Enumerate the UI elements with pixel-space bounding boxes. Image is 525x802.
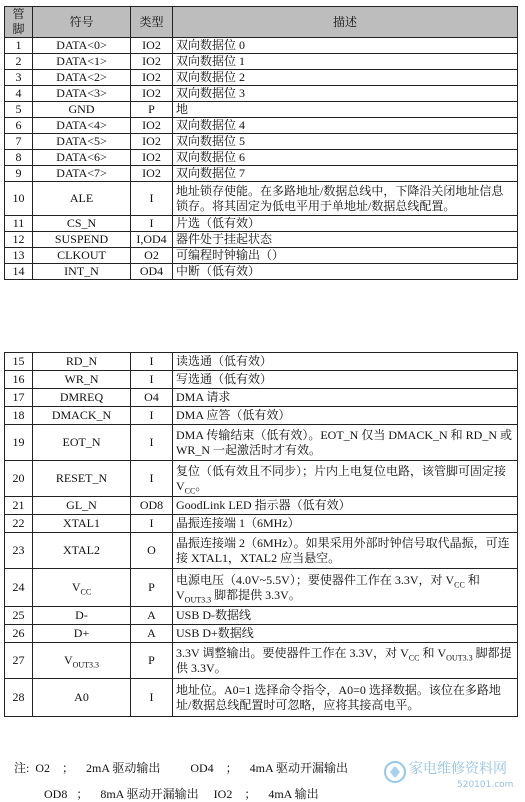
pin-number: 15: [12, 354, 25, 368]
description-cell: [173, 679, 518, 717]
description-cell: [173, 264, 518, 280]
type-cell: [131, 54, 173, 70]
watermark-text: 家电维修资料网: [409, 761, 507, 777]
description: 地址锁存使能。在多路地址/数据总线中，下降沿关闭地址信息锁存。将其固定为低电平用于单地址/数据总线配置。: [176, 183, 504, 213]
description: USB D-数据线: [176, 608, 252, 622]
table-row: [5, 389, 518, 407]
table-row: [5, 86, 518, 102]
pin-number: 28: [12, 690, 25, 704]
pin-number: 21: [12, 498, 25, 512]
description-cell: [173, 182, 518, 216]
type-cell: [131, 118, 173, 134]
type-cell: [131, 134, 173, 150]
description-subscript: CC: [454, 579, 465, 589]
pin-number-cell: [5, 182, 33, 216]
type-cell: [131, 407, 173, 425]
pin-number: 22: [12, 516, 25, 530]
type-cell: [131, 264, 173, 280]
description: 地址位。A0=1 选择命令指令，A0=0 选择数据。该位在多路地址/数据总线配置时可忽略，应将其接高电平。: [176, 682, 501, 712]
type-cell: [131, 389, 173, 407]
description-cell: [173, 353, 518, 371]
symbol-cell: [33, 569, 131, 607]
symbol: DATA<0>: [56, 38, 107, 52]
type-cell: [131, 625, 173, 643]
symbol: INT_N: [64, 264, 99, 278]
description-subscript: CC: [408, 652, 420, 662]
symbol-subscript: OUT3.3: [72, 660, 100, 670]
symbol: DATA<2>: [56, 70, 107, 84]
symbol: RESET_N: [55, 471, 108, 485]
header-type: 类型: [131, 7, 173, 38]
note-text-2: OD8 ； 8mA 驱动开漏输出 IO2 ； 4mA 输出: [44, 787, 319, 801]
pin-number-cell: [5, 643, 33, 679]
pin-type: I: [149, 435, 154, 449]
description-cell: [173, 533, 518, 569]
pin-number: 20: [12, 471, 25, 485]
description-part: 。: [195, 478, 208, 493]
description-cell: [173, 232, 518, 248]
table-row: [5, 54, 518, 70]
pin-number-cell: [5, 248, 33, 264]
description-subscript: OUT3.3: [184, 594, 212, 604]
description: DMA 应答（低有效）: [176, 408, 291, 422]
pin-type: IO2: [142, 118, 161, 132]
pin-number: 13: [12, 248, 25, 262]
pin-number-cell: [5, 515, 33, 533]
table-row: [5, 102, 518, 118]
description-cell: [173, 389, 518, 407]
symbol-cell: [33, 371, 131, 389]
table-row: [5, 264, 518, 280]
watermark-url: 520101.com: [457, 780, 514, 790]
description: 双向数据位 6: [176, 150, 246, 164]
table-row: [5, 643, 518, 679]
pin-type: IO2: [142, 38, 161, 52]
symbol: GND: [68, 102, 95, 116]
symbol: XTAL2: [62, 543, 101, 557]
symbol-cell: [33, 70, 131, 86]
pin-type: I: [149, 216, 154, 230]
symbol: RD_N: [65, 354, 98, 368]
description: 晶振连接端 1（6MHz）: [176, 516, 300, 530]
pin-number-cell: [5, 607, 33, 625]
type-cell: [131, 353, 173, 371]
pin-type: I: [149, 408, 154, 422]
pin-type: IO2: [142, 134, 161, 148]
pin-number: 27: [12, 653, 25, 667]
pin-number: 12: [12, 232, 25, 246]
description: USB D+数据线: [176, 626, 254, 640]
pin-number-cell: [5, 389, 33, 407]
symbol-cell: [33, 182, 131, 216]
symbol: DATA<3>: [56, 86, 107, 100]
symbol-cell: [33, 118, 131, 134]
pin-type: IO2: [142, 166, 161, 180]
table-row: [5, 497, 518, 515]
description-cell: [173, 102, 518, 118]
pin-type: A: [147, 608, 156, 622]
pin-type: I: [149, 354, 154, 368]
pin-type: O4: [144, 390, 159, 404]
symbol: D+: [73, 626, 90, 640]
table-row: [5, 679, 518, 717]
symbol: CLKOUT: [57, 248, 106, 262]
description: 双向数据位 2: [176, 70, 246, 84]
pin-type: P: [148, 102, 155, 116]
description-cell: [173, 86, 518, 102]
description-cell: [173, 607, 518, 625]
symbol-cell: [33, 679, 131, 717]
description: 片选（低有效）: [176, 216, 261, 230]
description-cell: [173, 248, 518, 264]
symbol: EOT_N: [62, 435, 101, 449]
type-cell: [131, 679, 173, 717]
description-part: 电源电压（4.0V~5.5V）；要使器件工作在 3.3V，对 V: [176, 572, 455, 587]
pin-type: O: [147, 543, 156, 557]
description: GoodLink LED 指示器（低有效）: [176, 498, 351, 512]
pin-number: 25: [12, 608, 25, 622]
symbol: V: [71, 580, 81, 594]
description: 可编程时钟输出（）: [176, 248, 285, 262]
pin-type: I: [149, 191, 154, 205]
pin-type: OD8: [139, 498, 164, 512]
table-row: [5, 70, 518, 86]
note-text-1: O2 ； 2mA 驱动输出 OD4 ； 4mA 驱动开漏输出: [35, 761, 349, 775]
pin-number: 4: [15, 86, 22, 100]
header-pin: 管脚: [5, 7, 33, 38]
pin-type: I: [149, 516, 154, 530]
pin-type: P: [148, 580, 155, 594]
pin-number-cell: [5, 425, 33, 461]
pin-type: OD4: [139, 264, 164, 278]
pin-number: 16: [12, 372, 25, 386]
pin-type: IO2: [142, 86, 161, 100]
table-header: [5, 7, 518, 38]
table-body: [5, 38, 518, 280]
description-subscript: CC: [184, 485, 196, 495]
pin-number: 23: [12, 543, 25, 557]
type-cell: [131, 102, 173, 118]
symbol-cell: [33, 232, 131, 248]
symbol-cell: [33, 102, 131, 118]
description: 双向数据位 4: [176, 118, 246, 132]
pin-number: 7: [15, 134, 22, 148]
type-cell: [131, 248, 173, 264]
pin-table-2: [4, 352, 518, 717]
pin-number: 17: [12, 390, 25, 404]
symbol: DATA<5>: [56, 134, 107, 148]
type-cell: [131, 569, 173, 607]
table-row: [5, 569, 518, 607]
pin-number: 1: [15, 38, 22, 52]
pin-number-cell: [5, 216, 33, 232]
symbol: GL_N: [66, 498, 97, 512]
pin-number-cell: [5, 497, 33, 515]
description: 中断（低有效）: [176, 264, 261, 278]
table-row: [5, 533, 518, 569]
pin-number-cell: [5, 407, 33, 425]
pin-number-cell: [5, 625, 33, 643]
symbol-cell: [33, 264, 131, 280]
pin-type: A: [147, 626, 156, 640]
symbol-cell: [33, 461, 131, 497]
watermark-logo: [383, 752, 519, 792]
type-cell: [131, 515, 173, 533]
description-subscript: OUT3.3: [446, 652, 473, 662]
type-cell: [131, 150, 173, 166]
header-description: 描述: [173, 7, 518, 38]
pin-type: I: [149, 690, 154, 704]
symbol: ALE: [69, 191, 94, 205]
description-cell: [173, 70, 518, 86]
type-cell: [131, 497, 173, 515]
pin-number: 14: [12, 264, 25, 278]
pin-number-cell: [5, 232, 33, 248]
description-cell: [173, 515, 518, 533]
symbol: D-: [75, 608, 88, 622]
pin-number-cell: [5, 264, 33, 280]
table-row: [5, 371, 518, 389]
table-row: [5, 407, 518, 425]
symbol-cell: [33, 425, 131, 461]
description-cell: [173, 371, 518, 389]
table-row: [5, 353, 518, 371]
symbol: DATA<7>: [56, 166, 107, 180]
description: 双向数据位 3: [176, 86, 246, 100]
pin-number-cell: [5, 353, 33, 371]
pin-number: 11: [12, 216, 25, 230]
pin-number: 5: [15, 102, 22, 116]
description-cell: [173, 407, 518, 425]
symbol-subscript: CC: [80, 587, 92, 597]
pin-number-cell: [5, 679, 33, 717]
symbol-cell: [33, 134, 131, 150]
type-cell: [131, 533, 173, 569]
description: 双向数据位 1: [176, 54, 246, 68]
symbol-cell: [33, 38, 131, 54]
type-cell: [131, 70, 173, 86]
description-cell: [173, 425, 518, 461]
description-cell: [173, 166, 518, 182]
symbol: XTAL1: [62, 516, 101, 530]
pin-number-cell: [5, 533, 33, 569]
description-cell: [173, 150, 518, 166]
description-part: 和 V: [419, 645, 447, 660]
description-cell: [173, 461, 518, 497]
symbol-cell: [33, 607, 131, 625]
type-cell: [131, 38, 173, 54]
symbol-cell: [33, 216, 131, 232]
description: 晶振连接端 2（6MHz）。如果采用外部时钟信号取代晶振，可连接 XTAL1，XTAL2 应当悬空。: [176, 535, 510, 565]
pin-number-cell: [5, 102, 33, 118]
table-row: [5, 425, 518, 461]
pin-number-cell: [5, 461, 33, 497]
pin-type: IO2: [142, 150, 161, 164]
table-row: [5, 515, 518, 533]
pin-number-cell: [5, 86, 33, 102]
symbol: V: [63, 653, 73, 667]
table-row: [5, 38, 518, 54]
pin-number: 3: [15, 70, 22, 84]
table-body: [5, 353, 518, 717]
table-row: [5, 134, 518, 150]
symbol: DATA<1>: [56, 54, 107, 68]
table-row: [5, 216, 518, 232]
description-cell: [173, 497, 518, 515]
pin-number: 26: [12, 626, 25, 640]
note-prefix: 注:: [14, 761, 30, 775]
table-row: [5, 607, 518, 625]
header-symbol: 符号: [33, 7, 131, 38]
description: 双向数据位 7: [176, 166, 246, 180]
pin-number-cell: [5, 134, 33, 150]
table-row: [5, 232, 518, 248]
type-cell: [131, 371, 173, 389]
pin-type: I: [149, 372, 154, 386]
table-row: [5, 461, 518, 497]
table-row: [5, 118, 518, 134]
symbol-cell: [33, 497, 131, 515]
pin-number: 6: [15, 118, 22, 132]
symbol-cell: [33, 54, 131, 70]
symbol-cell: [33, 248, 131, 264]
note-line-2: [38, 770, 319, 802]
description-part: 脚都提供 3.3V。: [176, 645, 512, 675]
description: DMA 请求: [176, 390, 231, 404]
description: 器件处于挂起状态: [176, 232, 273, 246]
symbol: DATA<4>: [56, 118, 107, 132]
pin-number-cell: [5, 569, 33, 607]
pin-type: O2: [144, 248, 159, 262]
symbol-cell: [33, 150, 131, 166]
description: 双向数据位 5: [176, 134, 246, 148]
pin-number: 2: [15, 54, 22, 68]
table-row: [5, 248, 518, 264]
pin-number-cell: [5, 166, 33, 182]
pin-number: 9: [15, 166, 22, 180]
type-cell: [131, 216, 173, 232]
pin-number-cell: [5, 118, 33, 134]
type-cell: [131, 232, 173, 248]
pin-number: 10: [12, 191, 25, 205]
description: 地: [176, 102, 189, 116]
symbol: CS_N: [66, 216, 97, 230]
table-row: [5, 150, 518, 166]
symbol: DMACK_N: [51, 408, 112, 422]
pin-number-cell: [5, 38, 33, 54]
pin-type: IO2: [142, 70, 161, 84]
table-row: [5, 182, 518, 216]
watermark-logo-icon: [383, 752, 519, 792]
symbol-cell: [33, 353, 131, 371]
symbol-cell: [33, 533, 131, 569]
symbol-cell: [33, 643, 131, 679]
symbol: SUSPEND: [54, 232, 109, 246]
symbol: DMREQ: [59, 390, 104, 404]
description-cell: [173, 38, 518, 54]
type-cell: [131, 643, 173, 679]
description-cell: [173, 118, 518, 134]
type-cell: [131, 607, 173, 625]
pin-number-cell: [5, 150, 33, 166]
description-part: 3.3V 调整输出。要使器件工作在 3.3V，对 V: [176, 645, 409, 660]
symbol-cell: [33, 407, 131, 425]
description: DMA 传输结束（低有效）。EOT_N 仅当 DMACK_N 和 RD_N 或 WR_N 一起激活时才有效。: [176, 427, 513, 457]
symbol-cell: [33, 625, 131, 643]
description-cell: [173, 643, 518, 679]
description: 写选通（低有效）: [176, 372, 273, 386]
pin-type: I,OD4: [136, 232, 167, 246]
pin-number-cell: [5, 371, 33, 389]
type-cell: [131, 461, 173, 497]
description-cell: [173, 625, 518, 643]
table-row: [5, 625, 518, 643]
description-part: 和 V: [176, 572, 480, 602]
symbol: DATA<6>: [56, 150, 107, 164]
pin-number-cell: [5, 70, 33, 86]
symbol-cell: [33, 389, 131, 407]
pin-type: P: [148, 653, 155, 667]
description-cell: [173, 134, 518, 150]
type-cell: [131, 425, 173, 461]
pin-number: 18: [12, 408, 25, 422]
description-cell: [173, 54, 518, 70]
symbol-cell: [33, 515, 131, 533]
symbol: A0: [74, 690, 89, 704]
type-cell: [131, 86, 173, 102]
description-part: 复位（低有效且不同步）；片内上电复位电路，该管脚可固定接 V: [176, 463, 507, 493]
pin-type: IO2: [142, 54, 161, 68]
symbol-cell: [33, 86, 131, 102]
description-cell: [173, 569, 518, 607]
symbol-cell: [33, 166, 131, 182]
description-cell: [173, 216, 518, 232]
description: 读选通（低有效）: [176, 354, 273, 368]
type-cell: [131, 182, 173, 216]
pin-table-1: [4, 6, 518, 280]
pin-number: 19: [12, 435, 25, 449]
pin-type: I: [149, 471, 154, 485]
description-part: 脚都提供 3.3V。: [211, 587, 301, 602]
description: 双向数据位 0: [176, 38, 246, 52]
pin-number-cell: [5, 54, 33, 70]
pin-number: 24: [12, 580, 25, 594]
pin-number: 8: [15, 150, 22, 164]
type-cell: [131, 166, 173, 182]
table-row: [5, 166, 518, 182]
symbol: WR_N: [64, 372, 99, 386]
